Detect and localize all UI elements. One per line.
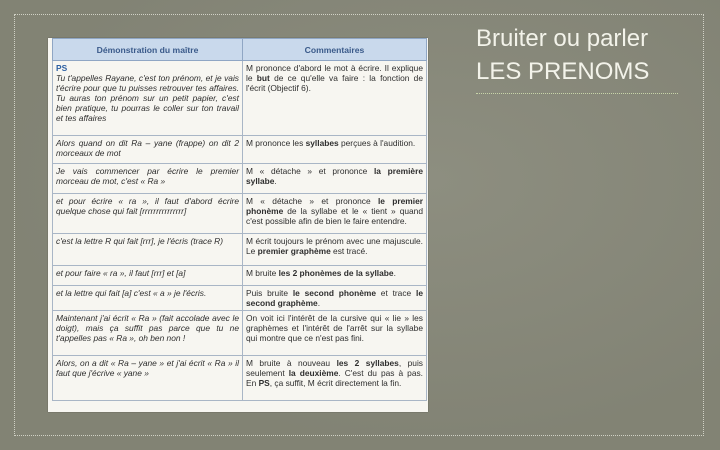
demo-text: et pour faire « ra », il faut [rrr] et [a] bbox=[56, 268, 186, 278]
demo-cell bbox=[53, 136, 243, 164]
demo-text: Tu t'appelles Rayane, c'est ton prénom, et je vais t'écrire pour que tu puisses retrouver tes affaires. Tu auras ton prénom sur un petit papier, c'est bien pratique, tu pourras le coller sur ton travail et tes affaires bbox=[56, 73, 239, 123]
comment-text: , puis seulement bbox=[246, 358, 423, 378]
comment-emphasis: les 2 syllabes bbox=[336, 358, 399, 368]
comment-text: , ça suffit, M écrit directement la fin. bbox=[269, 378, 402, 388]
comment-cell bbox=[243, 286, 427, 311]
comment-text: . C'est du pas à pas. En bbox=[246, 368, 424, 388]
comment-emphasis: le second phonème bbox=[292, 288, 376, 298]
comment-emphasis: la deuxième bbox=[288, 368, 339, 378]
demo-cell bbox=[53, 164, 243, 194]
demo-cell bbox=[53, 194, 243, 234]
table-row bbox=[53, 61, 427, 136]
table-row bbox=[53, 234, 427, 266]
comment-text: On voit ici l'intérêt de la cursive qui « lie » les graphèmes et l'intérêt de l'arrêt sur la syllabe qui montre que ce n'est pas fini. bbox=[246, 313, 423, 343]
comment-emphasis: les 2 phonèmes de la syllabe bbox=[278, 268, 394, 278]
demo-cell bbox=[53, 286, 243, 311]
header-demonstration: Démonstration du maître bbox=[53, 39, 243, 61]
comment-text: et trace bbox=[375, 288, 416, 298]
comment-emphasis: le premier phonème bbox=[246, 196, 423, 216]
table-header-row bbox=[53, 39, 427, 61]
table-row bbox=[53, 356, 427, 401]
demo-cell bbox=[53, 311, 243, 356]
table-row bbox=[53, 266, 427, 286]
title-line-1: Bruiter ou parler bbox=[476, 25, 649, 52]
comment-text: M « détache » et prononce bbox=[246, 196, 378, 206]
comment-text: M bruite bbox=[246, 268, 279, 278]
comment-emphasis: but bbox=[256, 73, 270, 83]
level-tag: PS bbox=[56, 63, 68, 73]
demo-cell bbox=[53, 356, 243, 401]
comment-text: M prononce les bbox=[246, 138, 306, 148]
comment-cell bbox=[243, 164, 427, 194]
comment-text: M « détache » et prononce bbox=[246, 166, 374, 176]
comment-emphasis: le second graphème bbox=[246, 288, 423, 308]
comment-text: . bbox=[274, 176, 277, 186]
demo-text: Alors, on a dit « Ra – yane » et j'ai écrit « Ra » il faut que j'écrive « yane » bbox=[56, 358, 239, 378]
title-line-2: LES PRENOMS bbox=[476, 58, 650, 85]
comment-cell bbox=[243, 356, 427, 401]
comment-text: est tracé. bbox=[330, 246, 368, 256]
comment-cell bbox=[243, 234, 427, 266]
demo-text: Alors quand on dit Ra – yane (frappe) on dit 2 morceaux de mot bbox=[56, 138, 239, 158]
slide-title bbox=[476, 22, 696, 88]
comment-text: M prononce d'abord le mot à écrire. Il explique le bbox=[246, 63, 423, 83]
title-underline bbox=[476, 93, 678, 94]
comment-text: . bbox=[317, 298, 321, 308]
comment-text: Puis bruite bbox=[246, 288, 293, 298]
table-row bbox=[53, 164, 427, 194]
comment-emphasis: la première syllabe bbox=[246, 166, 423, 186]
table-row bbox=[53, 286, 427, 311]
teaching-table bbox=[52, 38, 427, 401]
comment-text: de ce qu'elle va faire : la fonction de l'écrit (Objectif 6). bbox=[246, 73, 423, 93]
demo-text: Je vais commencer par écrire le premier morceau de mot, c'est « Ra » bbox=[56, 166, 239, 186]
comment-emphasis: premier graphème bbox=[257, 246, 331, 256]
comment-text: M bruite à nouveau bbox=[246, 358, 337, 368]
demo-text: Maintenant j'ai écrit « Ra » (fait accolade avec le doigt), mais ça suffit pas parce que tu ne t'appelles pas « Ra », oh ben non ! bbox=[56, 313, 239, 343]
table-body bbox=[53, 61, 427, 401]
comment-cell bbox=[243, 194, 427, 234]
demo-text: et pour écrire « ra », il faut d'abord écrire quelque chose qui fait [rrrrrrrrrrrrrrr] bbox=[56, 196, 239, 216]
comment-cell bbox=[243, 311, 427, 356]
demo-cell bbox=[53, 234, 243, 266]
comment-cell bbox=[243, 266, 427, 286]
comment-text: perçues à l'audition. bbox=[338, 138, 416, 148]
demo-text: et la lettre qui fait [a] c'est « a » je l'écris. bbox=[56, 288, 207, 298]
comment-cell bbox=[243, 136, 427, 164]
demo-cell bbox=[53, 61, 243, 136]
demo-cell bbox=[53, 266, 243, 286]
comment-emphasis: PS bbox=[258, 378, 270, 388]
table-row bbox=[53, 194, 427, 234]
scanned-document bbox=[48, 38, 428, 412]
comment-text: M écrit toujours le prénom avec une majuscule. Le bbox=[246, 236, 423, 256]
comment-cell bbox=[243, 61, 427, 136]
comment-text: de la syllabe et le « tient » quand c'est possible afin de bien le faire entendre. bbox=[246, 206, 423, 226]
comment-text: . bbox=[393, 268, 396, 278]
comment-emphasis: syllabes bbox=[305, 138, 339, 148]
table-row bbox=[53, 136, 427, 164]
header-commentaires: Commentaires bbox=[243, 39, 427, 61]
table-row bbox=[53, 311, 427, 356]
demo-text: c'est la lettre R qui fait [rrr], je l'écris (trace R) bbox=[56, 236, 224, 246]
